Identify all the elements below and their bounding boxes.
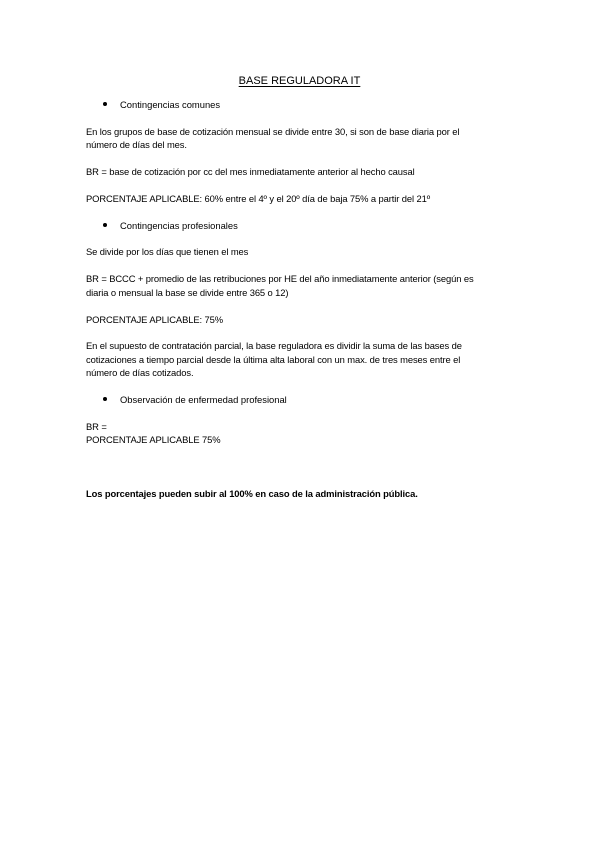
- paragraph-line: BR = base de cotización por cc del mes inmediatamente anterior al hecho causal: [86, 166, 415, 177]
- paragraph-line: número de días cotizados.: [86, 367, 194, 378]
- paragraph-line: PORCENTAJE APLICABLE 75%: [86, 434, 221, 445]
- bullet-item-observacion-enfermedad: [103, 394, 287, 406]
- paragraph-line: En el supuesto de contratación parcial, la base reguladora es dividir la suma de las bases de: [86, 340, 462, 351]
- paragraph-line: PORCENTAJE APLICABLE: 60% entre el 4º y el 20º día de baja 75% a partir del 21º: [86, 193, 431, 204]
- bullet-label: Contingencias comunes: [120, 99, 221, 110]
- bullet-item-contingencias-profesionales: [103, 220, 238, 232]
- paragraph-line: Se divide por los días que tienen el mes: [86, 246, 249, 257]
- bold-note: Los porcentajes pueden subir al 100% en caso de la administración pública.: [86, 488, 418, 499]
- bullet-label: Contingencias profesionales: [120, 220, 238, 231]
- document-title-text: BASE REGULADORA IT: [238, 75, 361, 87]
- bullet-dot-icon: [103, 223, 107, 227]
- paragraph-line: BR = BCCC + promedio de las retribuciones por HE del año inmediatamente anterior (según es: [86, 273, 474, 284]
- paragraph-line: BR =: [86, 421, 107, 432]
- bullet-label: Observación de enfermedad profesional: [120, 394, 287, 405]
- paragraph-line: número de días del mes.: [86, 139, 187, 150]
- document-title: [0, 74, 599, 88]
- paragraph-line: diaria o mensual la base se divide entre 365 o 12): [86, 287, 289, 298]
- bullet-dot-icon: [103, 397, 107, 401]
- paragraph-line: PORCENTAJE APLICABLE: 75%: [86, 314, 223, 325]
- bullet-dot-icon: [103, 102, 107, 106]
- bullet-item-contingencias-comunes: [103, 99, 220, 111]
- paragraph-line: cotizaciones a tiempo parcial desde la última alta laboral con un max. de tres meses entre el: [86, 354, 461, 365]
- paragraph-line: En los grupos de base de cotización mensual se divide entre 30, si son de base diaria por el: [86, 126, 460, 137]
